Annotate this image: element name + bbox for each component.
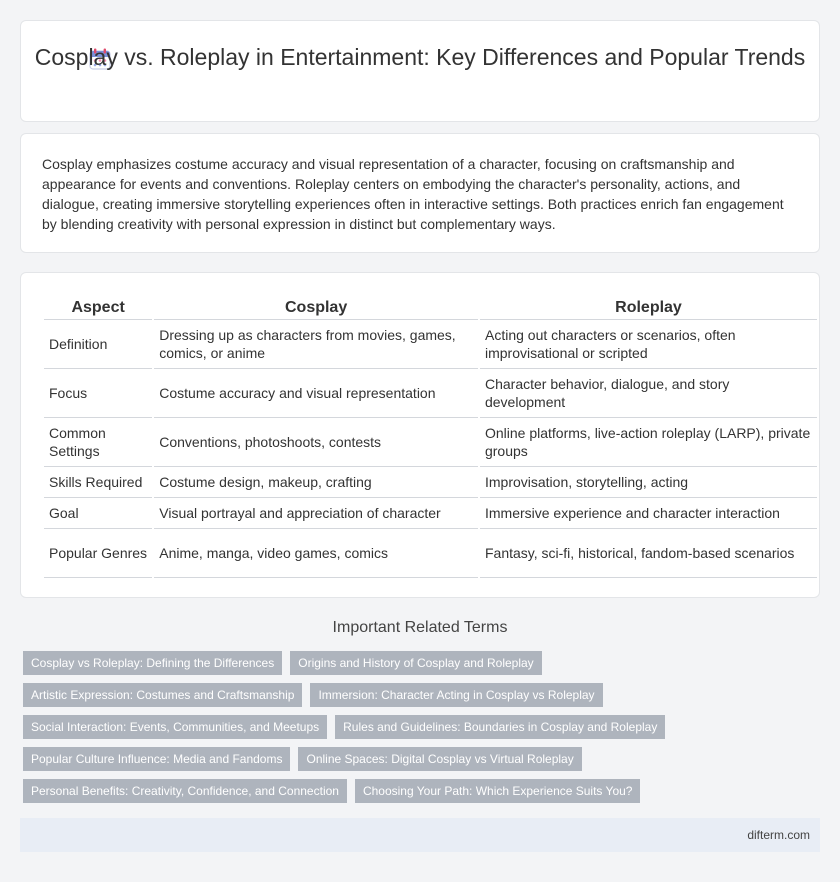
related-term-link[interactable]: Popular Culture Influence: Media and Fandoms <box>23 747 290 771</box>
table-cell: Improvisation, storytelling, acting <box>480 467 817 498</box>
table-cell: Definition <box>44 320 152 369</box>
related-terms-heading: Important Related Terms <box>332 619 508 636</box>
table-cell: Immersive experience and character interaction <box>480 498 817 529</box>
table-header-aspect: Aspect <box>44 297 152 320</box>
comparison-table <box>42 297 819 578</box>
table-cell: Goal <box>44 498 152 529</box>
page-title: Cosplay vs. Roleplay in Entertainment: Key Differences and Popular Trends <box>34 44 806 70</box>
table-row <box>44 529 817 578</box>
table-row <box>44 369 817 418</box>
table-cell: Costume accuracy and visual representation <box>154 369 478 418</box>
table-cell: Online platforms, live-action roleplay (LARP), private groups <box>480 418 817 467</box>
table-cell: Fantasy, sci-fi, historical, fandom-based scenarios <box>480 529 817 578</box>
table-row <box>44 498 817 529</box>
related-term-link[interactable]: Social Interaction: Events, Communities, and Meetups <box>23 715 327 739</box>
table-cell: Character behavior, dialogue, and story development <box>480 369 817 418</box>
table-row <box>44 418 817 467</box>
related-term-link[interactable]: Rules and Guidelines: Boundaries in Cosplay and Roleplay <box>335 715 665 739</box>
related-term-link[interactable]: Online Spaces: Digital Cosplay vs Virtual Roleplay <box>298 747 581 771</box>
related-term-link[interactable]: Immersion: Character Acting in Cosplay vs Roleplay <box>310 683 602 707</box>
table-row <box>44 320 817 369</box>
table-header-cosplay: Cosplay <box>154 297 478 320</box>
footer <box>20 818 820 852</box>
intro-paragraph: Cosplay emphasizes costume accuracy and visual representation of a character, focusing on craftsmanship and appearance for events and conventions. Roleplay centers on embodying the character's personality, actions, and dialogue, creating immersive storytelling experiences often in interactive settings. Both practices enrich fan engagement by blending creativity with personal expression in distinct but complementary ways. <box>42 156 784 232</box>
related-term-link[interactable]: Origins and History of Cosplay and Roleplay <box>290 651 541 675</box>
table-row <box>44 467 817 498</box>
table-cell: Visual portrayal and appreciation of character <box>154 498 478 529</box>
related-term-link[interactable]: Artistic Expression: Costumes and Craftsmanship <box>23 683 302 707</box>
table-cell: Acting out characters or scenarios, often improvisational or scripted <box>480 320 817 369</box>
related-terms-list <box>23 651 813 811</box>
related-term-link[interactable]: Choosing Your Path: Which Experience Suits You? <box>355 779 641 803</box>
comparison-card <box>20 272 820 598</box>
table-cell: Focus <box>44 369 152 418</box>
table-cell: Conventions, photoshoots, contests <box>154 418 478 467</box>
table-cell: Popular Genres <box>44 529 152 578</box>
table-cell: Anime, manga, video games, comics <box>154 529 478 578</box>
title-card <box>20 20 820 122</box>
footer-site-link[interactable]: difterm.com <box>747 828 810 842</box>
table-cell: Common Settings <box>44 418 152 467</box>
related-term-link[interactable]: Cosplay vs Roleplay: Defining the Differences <box>23 651 282 675</box>
intro-card <box>20 133 820 253</box>
table-cell: Costume design, makeup, crafting <box>154 467 478 498</box>
related-term-link[interactable]: Personal Benefits: Creativity, Confidence, and Connection <box>23 779 347 803</box>
table-cell: Skills Required <box>44 467 152 498</box>
table-cell: Dressing up as characters from movies, games, comics, or anime <box>154 320 478 369</box>
table-header-roleplay: Roleplay <box>480 297 817 320</box>
